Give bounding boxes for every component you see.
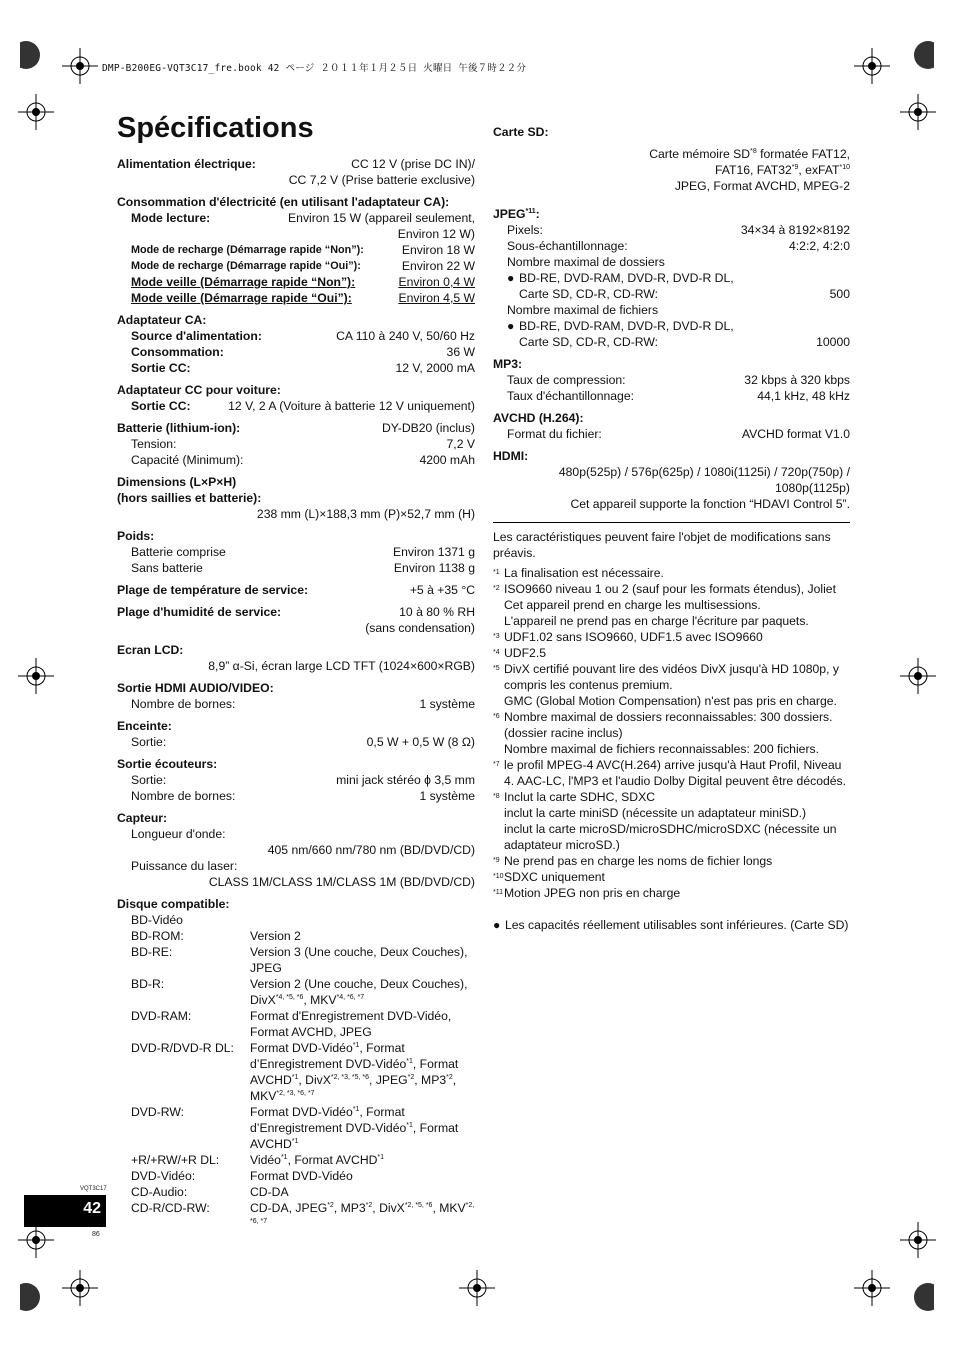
- disc-type: BD-R:: [131, 977, 165, 991]
- spec-hdmi: [493, 448, 850, 512]
- spec-jpeg: [493, 206, 850, 350]
- disc-type: +R/+RW/+R DL:: [131, 1153, 220, 1167]
- footnote-ref: *4, *6, *7: [336, 993, 365, 1001]
- spec-value: 44,1 kHz, 48 kHz: [757, 389, 850, 403]
- footnote-text: le profil MPEG-4 AVC(H.264) arrive jusqu'à Haut Profil, Niveau 4. AAC-LC, l'MP3 et l'audio Dolby Digital peuvent être décodés.: [504, 758, 847, 788]
- spec-sublabel: Nombre maximal de fichiers: [507, 303, 659, 317]
- spec-consommation: [117, 194, 475, 306]
- spec-label: Carte SD:: [493, 125, 549, 139]
- crosshair-mark-icon: [854, 48, 890, 84]
- crosshair-mark-icon: [18, 1222, 54, 1258]
- bullet-icon: ●: [507, 319, 515, 333]
- crosshair-mark-icon: [62, 48, 98, 84]
- spec-value: Environ 18 W: [401, 243, 475, 257]
- spec-value: AVCHD format V1.0: [741, 427, 850, 441]
- spec-value: 1 système: [419, 789, 475, 803]
- footnote: [493, 885, 850, 901]
- footnote-text: Ne prend pas en charge les noms de fichier longs: [504, 854, 773, 868]
- spec-label: Enceinte:: [117, 719, 172, 733]
- footnote: [493, 597, 850, 613]
- color-wheel-mark-icon: [910, 40, 934, 70]
- spec-label: Batterie (lithium-ion):: [117, 421, 241, 435]
- spec-value: 10000: [816, 335, 850, 349]
- footnote-marker: *2: [493, 585, 500, 592]
- footnote-text: SDXC uniquement: [504, 870, 605, 884]
- spec-value: Cet appareil supporte la fonction “HDAVI Control 5”.: [570, 497, 850, 511]
- spec-ecran-lcd: [117, 642, 475, 674]
- spec-value: CC 7,2 V (Prise batterie exclusive): [288, 173, 475, 187]
- disc-format: [250, 976, 475, 1008]
- footnote-marker: *5: [493, 665, 500, 672]
- disc-row: [117, 1104, 475, 1152]
- spec-adaptateur-ca: [117, 312, 475, 376]
- footnote: [493, 709, 850, 741]
- text: Les capacités réellement utilisables sont inférieures. (Carte SD): [505, 918, 849, 932]
- spec-sublabel: Puissance du laser:: [131, 859, 238, 873]
- divider: [493, 522, 850, 523]
- disc-format: CD-DA, JPEG$^{*2}$, MP3$^{*2}$, DivX$^{*2, *5, *6}$, $MKV^{*2, *6, *7}$: [250, 1201, 475, 1225]
- crosshair-mark-icon: [900, 658, 936, 694]
- spec-avchd: [493, 410, 850, 442]
- doc-code: VQT3C17: [80, 1186, 107, 1192]
- spec-sublabel: Sortie CC:: [131, 361, 191, 375]
- footnote: [493, 805, 850, 821]
- text: , MKV: [303, 993, 337, 1007]
- spec-value: 4:2:2, 4:2:0: [789, 239, 850, 253]
- disc-type: BD-RE:: [131, 945, 173, 959]
- disc-row: [117, 976, 475, 1008]
- spec-enceinte: [117, 718, 475, 750]
- spec-temperature: [117, 582, 475, 598]
- footnote-text: L'appareil ne prend pas en charge l'écriture par paquets.: [504, 614, 809, 628]
- bullet-item: [493, 270, 850, 286]
- spec-value: Environ 1138 g: [393, 561, 475, 575]
- footnote-text: UDF2.5: [504, 646, 546, 660]
- spec-value: 1080p(1125p): [775, 481, 850, 495]
- spec-sublabel: Capacité (Minimum):: [131, 453, 244, 467]
- spec-value: Environ 22 W: [401, 259, 475, 273]
- spec-label: Alimentation électrique:: [117, 157, 256, 171]
- disc-type: DVD-RW:: [131, 1105, 185, 1119]
- spec-value: [493, 146, 850, 162]
- spec-label: [493, 206, 850, 222]
- footnote: [493, 869, 850, 885]
- spec-sublabel: Carte SD, CD-R, CD-RW:: [519, 287, 659, 301]
- spec-sortie-hdmi: [117, 680, 475, 712]
- spec-sublabel: Taux d'échantillonnage:: [507, 389, 635, 403]
- text: formatée FAT12,: [756, 147, 850, 161]
- footnote-marker: *7: [493, 761, 500, 768]
- spec-value: Environ 15 W (appareil seulement,: [288, 211, 475, 225]
- crosshair-mark-icon: [18, 94, 54, 130]
- spec-sublabel: Source d'alimentation:: [131, 329, 262, 343]
- spec-value: 12 V, 2000 mA: [395, 361, 475, 375]
- disc-row: [117, 1168, 475, 1184]
- footnote-marker: *6: [493, 713, 500, 720]
- spec-value: 0,5 W + 0,5 W (8 Ω): [366, 735, 475, 749]
- spec-value: 8,9” α-Si, écran large LCD TFT (1024×600×RGB): [208, 659, 475, 673]
- spec-sublabel: Nombre de bornes:: [131, 697, 236, 711]
- spec-value: 10 à 80 % RH: [399, 605, 475, 619]
- disc-format: Format DVD-Vidéo$^{*1}$, Format d’Enregistrement DVD-Vidéo$^{*1}$, Format AVCHD$^{*1}$: [250, 1105, 459, 1151]
- spec-batterie: [117, 420, 475, 468]
- text: Version 2 (Une couche, Deux Couches), DivX: [250, 977, 468, 1007]
- bullet-icon: ●: [507, 271, 515, 285]
- disc-type: DVD-R/DVD-R DL:: [131, 1041, 234, 1055]
- footnote: [493, 821, 850, 853]
- footnote-marker: [493, 805, 504, 821]
- spec-label: MP3:: [493, 357, 523, 371]
- spec-capteur: [117, 810, 475, 890]
- page-number: 42: [83, 1200, 101, 1217]
- footnote-text: Inclut la carte SDHC, SDXC: [504, 790, 656, 804]
- footnote-marker: [493, 741, 504, 757]
- footnotes-list: [493, 565, 850, 901]
- text: BD-RE, DVD-RAM, DVD-R, DVD-R DL,: [519, 271, 734, 285]
- disc-format: Version 2: [250, 929, 301, 943]
- spec-value: Environ 1371 g: [393, 545, 475, 559]
- footnote: [493, 613, 850, 629]
- crosshair-mark-icon: [900, 94, 936, 130]
- footnote-text: DivX certifié pouvant lire des vidéos DivX jusqu'à HD 1080p, y compris les contenus premium.: [504, 662, 839, 692]
- spec-value: 500: [829, 287, 850, 301]
- page-number-box: [24, 1195, 106, 1227]
- spec-value: Environ 12 W): [397, 227, 475, 241]
- spec-label: Dimensions (L×P×H): [117, 475, 237, 489]
- spec-label: Adaptateur CA:: [117, 313, 207, 327]
- footnote: [493, 645, 850, 661]
- disc-format: CD-DA: [250, 1185, 289, 1199]
- text: JPEG: [493, 207, 526, 221]
- footnote-ref: *11: [525, 207, 536, 215]
- spec-value: 32 kbps à 320 kbps: [744, 373, 850, 387]
- spec-label: AVCHD (H.264):: [493, 411, 584, 425]
- spec-sublabel: Mode de recharge (Démarrage rapide “Oui”):: [131, 260, 361, 272]
- spec-sublabel: Sortie:: [131, 735, 167, 749]
- disc-row: [117, 944, 475, 976]
- spec-value: 1 système: [419, 697, 475, 711]
- spec-disque: [117, 896, 475, 1232]
- footnote-marker: *10: [493, 873, 504, 880]
- spec-adaptateur-cc: [117, 382, 475, 414]
- disc-type: CD-Audio:: [131, 1185, 188, 1199]
- notice-text: Les caractéristiques peuvent faire l'objet de modifications sans préavis.: [493, 530, 831, 560]
- footnote: [493, 757, 850, 789]
- spec-value: Environ 4,5 W: [398, 291, 475, 305]
- disc-row: [117, 1200, 475, 1232]
- spec-alimentation: [117, 156, 475, 188]
- spec-sublabel: Sortie CC:: [131, 399, 191, 413]
- spec-value: Environ 0,4 W: [398, 275, 475, 289]
- footnote-marker: *9: [493, 857, 500, 864]
- text: , exFAT: [798, 163, 840, 177]
- spec-label: Capteur:: [117, 811, 168, 825]
- footnote-text: ISO9660 niveau 1 ou 2 (sauf pour les formats étendus), Joliet: [504, 582, 836, 596]
- spec-sublabel: Carte SD, CD-R, CD-RW:: [519, 335, 659, 349]
- text: BD-RE, DVD-RAM, DVD-R, DVD-R DL,: [519, 319, 734, 333]
- spec-value: DY-DB20 (inclus): [381, 421, 475, 435]
- spec-value: 12 V, 2 A (Voiture à batterie 12 V uniquement): [228, 399, 475, 413]
- spec-sublabel: Sans batterie: [131, 561, 203, 575]
- color-wheel-mark-icon: [20, 1282, 44, 1312]
- spec-value: JPEG, Format AVCHD, MPEG-2: [674, 179, 850, 193]
- disc-type: DVD-RAM:: [131, 1009, 192, 1023]
- footnote-ref: *9: [791, 163, 799, 171]
- disc-type: CD-R/CD-RW:: [131, 1201, 210, 1215]
- footnote-text: GMC (Global Motion Compensation) n'est pas pris en charge.: [504, 694, 837, 708]
- disc-row: [117, 1008, 475, 1040]
- spec-label: Plage de température de service:: [117, 583, 309, 597]
- disc-type: BD-ROM:: [131, 929, 184, 943]
- footnote-marker: *8: [493, 793, 500, 800]
- footnote-marker: [493, 693, 504, 709]
- spec-label: Sortie écouteurs:: [117, 757, 218, 771]
- footnote-ref: *10: [839, 163, 850, 171]
- disc-row: [117, 1152, 475, 1168]
- color-wheel-mark-icon: [910, 1282, 934, 1312]
- spec-sublabel: Pixels:: [507, 223, 543, 237]
- footnote-marker: [493, 613, 504, 629]
- left-column: [117, 156, 475, 1238]
- spec-value: mini jack stéréo ϕ 3,5 mm: [336, 773, 475, 787]
- spec-label: (hors saillies et batterie):: [117, 491, 262, 505]
- spec-humidite: [117, 604, 475, 636]
- footnote: [493, 693, 850, 709]
- footnote-ref: *4, *5, *6: [275, 993, 304, 1001]
- disc-type: DVD-Vidéo:: [131, 1169, 196, 1183]
- sub-page-number: 86: [92, 1231, 100, 1238]
- disc-row: [117, 1184, 475, 1200]
- footnote: [493, 581, 850, 597]
- spec-value: (sans condensation): [365, 621, 475, 635]
- footnote-marker: *11: [493, 889, 503, 896]
- spec-label: Ecran LCD:: [117, 643, 184, 657]
- footnote-text: Nombre maximal de dossiers reconnaissables: 300 dossiers. (dossier racine inclus): [504, 710, 833, 740]
- bullet-item: [493, 318, 850, 334]
- footnote-ref: *8: [750, 147, 757, 155]
- footnote: [493, 565, 850, 581]
- footnote-text: UDF1.02 sans ISO9660, UDF1.5 avec ISO9660: [504, 630, 763, 644]
- crosshair-mark-icon: [900, 1222, 936, 1258]
- spec-value: 34×34 à 8192×8192: [740, 223, 850, 237]
- footnote-text: Motion JPEG non pris en charge: [504, 886, 681, 900]
- bullet-item: [493, 917, 850, 933]
- footnote-text: inclut la carte miniSD (nécessite un adaptateur miniSD.): [504, 806, 807, 820]
- disc-row: [117, 1040, 475, 1104]
- spec-value: 405 nm/660 nm/780 nm (BD/DVD/CD): [267, 843, 475, 857]
- spec-value: 36 W: [446, 345, 475, 359]
- spec-value: [493, 162, 850, 178]
- footnote: [493, 789, 850, 805]
- spec-sublabel: Nombre de bornes:: [131, 789, 236, 803]
- bullet-icon: ●: [493, 918, 501, 932]
- spec-sublabel: Consommation:: [131, 345, 224, 359]
- spec-poids: [117, 528, 475, 576]
- footnote: [493, 741, 850, 757]
- crosshair-mark-icon: [854, 1270, 890, 1306]
- spec-sublabel: Mode lecture:: [131, 211, 211, 225]
- spec-carte-sd: [493, 124, 850, 194]
- footnote-marker: [493, 821, 504, 853]
- spec-value: 480p(525p) / 576p(625p) / 1080i(1125i) / 720p(750p) /: [558, 465, 850, 479]
- spec-value: 4200 mAh: [419, 453, 475, 467]
- text: Carte mémoire SD: [649, 147, 751, 161]
- disc-format: Vidéo$^{*1}$, Format AVCHD$^{*1}$: [250, 1153, 385, 1167]
- footnote-marker: [493, 597, 504, 613]
- spec-value: +5 à +35 °C: [409, 583, 475, 597]
- disc-format: Format DVD-Vidéo$^{*1}$, Format d’Enregistrement DVD-Vidéo$^{*1}$, Format AVCHD$^{*1}$, DivX$^{*2, *3, *5, *6}$, JPEG$^{*2}$, MP3$^{*2}$, $MKV^{*2, *3, *6, *7}$: [250, 1041, 459, 1103]
- spec-value: 7,2 V: [446, 437, 475, 451]
- spec-sublabel: Longueur d'onde:: [131, 827, 226, 841]
- crosshair-mark-icon: [62, 1270, 98, 1306]
- footnote-marker: *3: [493, 633, 500, 640]
- spec-sublabel: Mode veille (Démarrage rapide “Oui”):: [131, 291, 352, 305]
- disc-format: Format d'Enregistrement DVD-Vidéo, Format AVCHD, JPEG: [250, 1009, 452, 1039]
- footnote-marker: *1: [493, 569, 500, 576]
- disc-format: Format DVD-Vidéo: [250, 1169, 353, 1183]
- footnote-text: inclut la carte microSD/microSDHC/microSDXC (nécessite un adaptateur microSD.): [504, 822, 837, 852]
- spec-value: CLASS 1M/CLASS 1M/CLASS 1M (BD/DVD/CD): [208, 875, 475, 889]
- crosshair-mark-icon: [459, 1270, 495, 1306]
- spec-mp3: [493, 356, 850, 404]
- footnote: [493, 853, 850, 869]
- spec-sublabel: Format du fichier:: [507, 427, 602, 441]
- footnote: [493, 661, 850, 693]
- spec-label: Poids:: [117, 529, 155, 543]
- spec-sublabel: Mode de recharge (Démarrage rapide “Non”):: [131, 244, 364, 256]
- spec-label: HDMI:: [493, 449, 529, 463]
- spec-sublabel: Nombre maximal de dossiers: [507, 255, 665, 269]
- color-wheel-mark-icon: [20, 40, 44, 70]
- spec-label: Consommation d'électricité (en utilisant l'adaptateur CA):: [117, 195, 450, 209]
- spec-label: Disque compatible:: [117, 897, 230, 911]
- crosshair-mark-icon: [18, 658, 54, 694]
- spec-label: Plage d'humidité de service:: [117, 605, 282, 619]
- spec-sortie-ecouteurs: [117, 756, 475, 804]
- spec-label: Adaptateur CC pour voiture:: [117, 383, 281, 397]
- text: FAT16, FAT32: [715, 163, 792, 177]
- print-header: DMP-B200EG-VQT3C17_fre.book 42 ページ ２０１１年１月２５日 火曜日 午後７時２２分: [102, 63, 527, 74]
- footnote-text: Nombre maximal de fichiers reconnaissables: 200 fichiers.: [504, 742, 819, 756]
- footnote-text: La finalisation est nécessaire.: [504, 566, 664, 580]
- disc-format: Version 3 (Une couche, Deux Couches), JPEG: [250, 945, 468, 975]
- disc-row: [117, 928, 475, 944]
- spec-value: CC 12 V (prise DC IN)/: [351, 157, 475, 171]
- disc-type: BD-Vidéo: [131, 913, 183, 927]
- right-column: [493, 124, 850, 933]
- page-title: Spécifications: [117, 112, 314, 144]
- text: :: [535, 207, 540, 221]
- spec-sublabel: Sous-échantillonnage:: [507, 239, 628, 253]
- spec-sublabel: Sortie:: [131, 773, 167, 787]
- spec-sublabel: Tension:: [131, 437, 177, 451]
- footnote-marker: *4: [493, 649, 500, 656]
- spec-value: CA 110 à 240 V, 50/60 Hz: [336, 329, 475, 343]
- spec-sublabel: Mode veille (Démarrage rapide “Non”):: [131, 275, 356, 289]
- footnote: [493, 629, 850, 645]
- spec-label: Sortie HDMI AUDIO/VIDEO:: [117, 681, 274, 695]
- spec-sublabel: Batterie comprise: [131, 545, 226, 559]
- spec-value: 238 mm (L)×188,3 mm (P)×52,7 mm (H): [256, 507, 475, 521]
- spec-dimensions: [117, 474, 475, 522]
- spec-sublabel: Taux de compression:: [507, 373, 626, 387]
- footnote-text: Cet appareil prend en charge les multisessions.: [504, 598, 761, 612]
